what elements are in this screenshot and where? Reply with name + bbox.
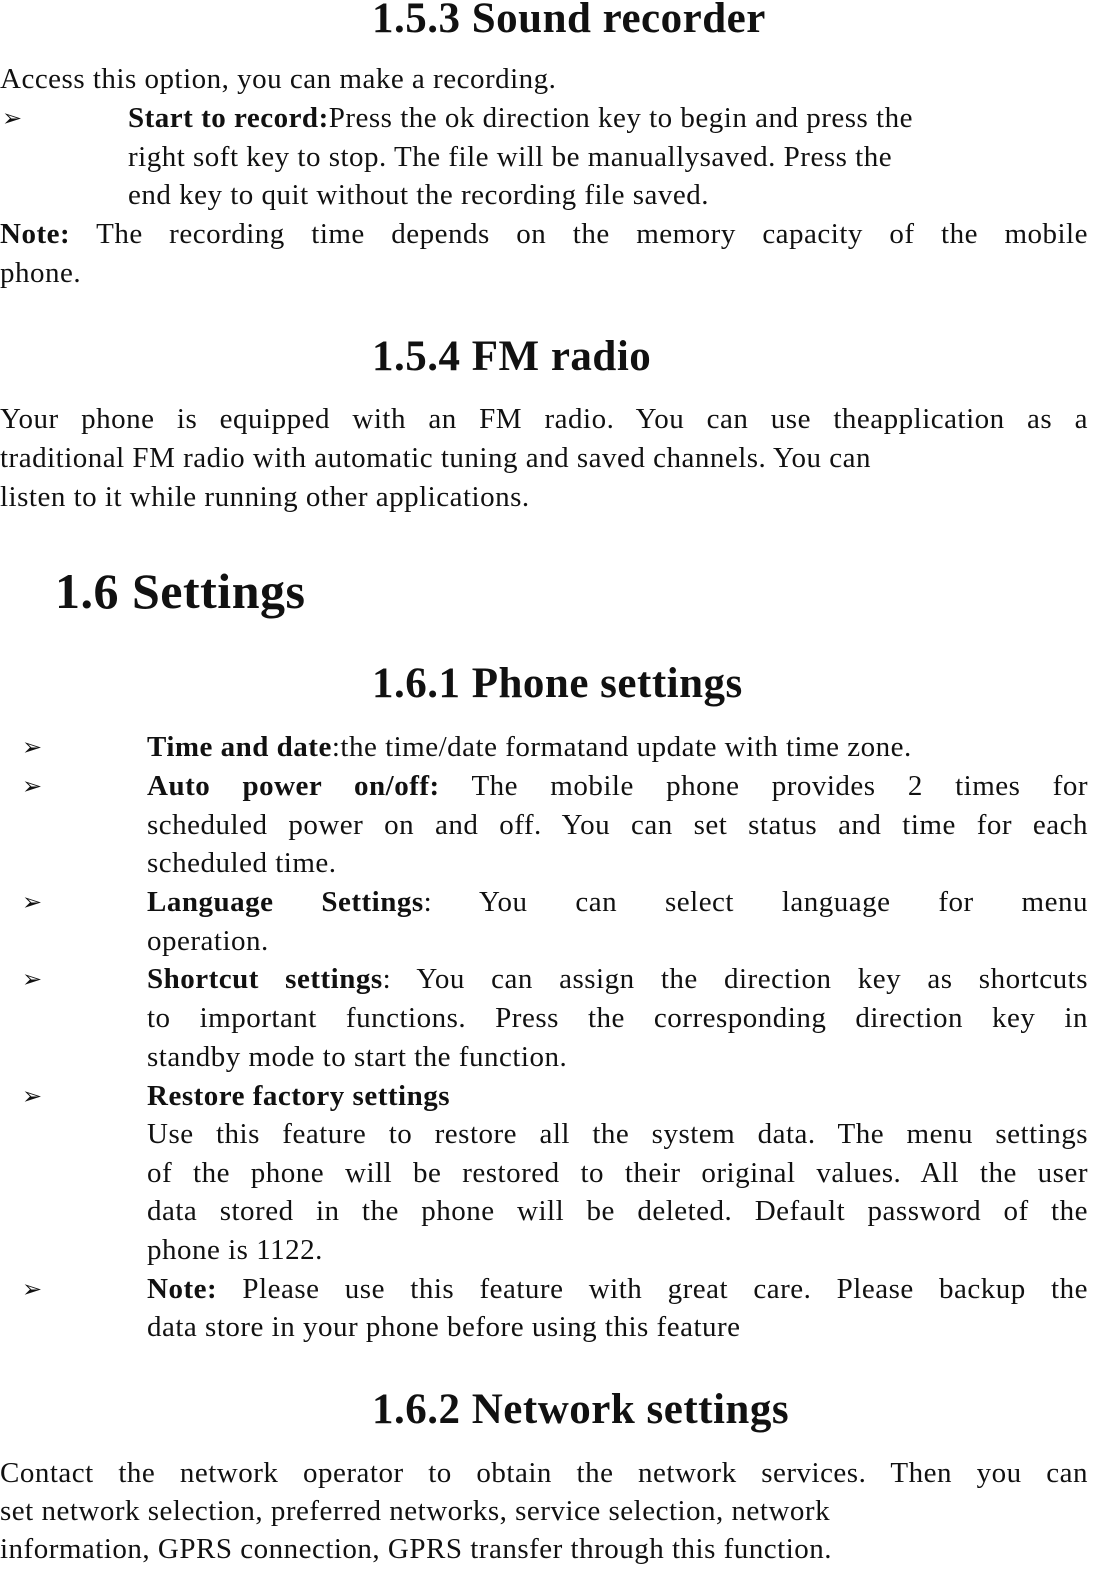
fm-radio-line2: traditional FM radio with automatic tuning and saved channels. You can: [0, 442, 872, 474]
note-text: The recording time depends on the memory capacity of the mobile: [70, 218, 1088, 250]
shortcut-text: : You can assign the direction key as shortcuts: [382, 963, 1088, 995]
shortcut-line2: to important functions. Press the corresponding direction key in: [147, 1002, 1088, 1034]
auto-power-line3: scheduled time.: [147, 847, 337, 879]
note-label: Note:: [0, 218, 71, 250]
heading-phone-settings: 1.6.1 Phone settings: [372, 660, 743, 707]
restore-line2: of the phone will be restored to their original values. All the user: [147, 1157, 1088, 1189]
language-line2: operation.: [147, 925, 269, 957]
auto-power-title: Auto power on/off:: [147, 770, 440, 802]
network-line1: Contact the network operator to obtain the network services. Then you can: [0, 1457, 1088, 1489]
sound-recorder-intro: Access this option, you can make a recording.: [0, 63, 557, 95]
restore-line3: data stored in the phone will be deleted. Default password of the: [147, 1195, 1088, 1227]
language-text: : You can select language for menu: [423, 886, 1088, 918]
start-record-line1: [128, 99, 913, 137]
fm-radio-line3: listen to it while running other applications.: [0, 481, 530, 513]
shortcut-line3: standby mode to start the function.: [147, 1041, 568, 1073]
bullet-arrow-icon: ➢: [22, 772, 43, 800]
start-record-text: Press the ok direction key to begin and press the: [328, 102, 913, 134]
bullet-arrow-icon: ➢: [22, 1275, 43, 1303]
start-record-line2: right soft key to stop. The file will be manuallysaved. Press the: [128, 141, 893, 173]
care-note-text: Please use this feature with great care. Please backup the: [217, 1273, 1088, 1305]
time-date-line: [147, 728, 912, 766]
time-date-title: Time and date: [147, 731, 332, 763]
start-record-line3: end key to quit without the recording file saved.: [128, 179, 709, 211]
heading-sound-recorder: 1.5.3 Sound recorder: [372, 0, 766, 42]
start-record-title: Start to record:: [128, 102, 329, 134]
care-note-line2: data store in your phone before using this feature: [147, 1311, 741, 1343]
bullet-arrow-icon: ➢: [2, 104, 23, 132]
language-title: Language Settings: [147, 886, 424, 918]
language-line1: [147, 883, 1088, 921]
shortcut-title: Shortcut settings: [147, 963, 383, 995]
auto-power-line2: scheduled power on and off. You can set status and time for each: [147, 809, 1088, 841]
restore-line4: phone is 1122.: [147, 1234, 323, 1266]
fm-radio-line1: Your phone is equipped with an FM radio. You can use theapplication as a: [0, 403, 1088, 435]
time-date-text: :the time/date formatand update with time zone.: [331, 731, 912, 763]
auto-power-text: The mobile phone provides 2 times for: [471, 770, 1088, 802]
network-line2: set network selection, preferred networks, service selection, network: [0, 1495, 831, 1527]
care-note-title: Note:: [147, 1273, 218, 1305]
restore-line1: Use this feature to restore all the system data. The menu settings: [147, 1118, 1088, 1150]
auto-power-line1: [147, 767, 1088, 805]
heading-settings: 1.6 Settings: [55, 563, 306, 619]
heading-fm-radio: 1.5.4 FM radio: [372, 333, 652, 380]
bullet-arrow-icon: ➢: [22, 888, 43, 916]
restore-title: Restore factory settings: [147, 1080, 450, 1112]
bullet-arrow-icon: ➢: [22, 1082, 43, 1110]
care-note-line1: [147, 1270, 1088, 1308]
restore-title-line: [147, 1077, 450, 1115]
network-line3: information, GPRS connection, GPRS transfer through this function.: [0, 1533, 833, 1565]
shortcut-line1: [147, 960, 1088, 998]
sound-recorder-note-line1: [0, 215, 1088, 253]
bullet-arrow-icon: ➢: [22, 733, 43, 761]
heading-network-settings: 1.6.2 Network settings: [372, 1386, 790, 1433]
bullet-arrow-icon: ➢: [22, 965, 43, 993]
sound-recorder-note-line2: phone.: [0, 257, 82, 289]
